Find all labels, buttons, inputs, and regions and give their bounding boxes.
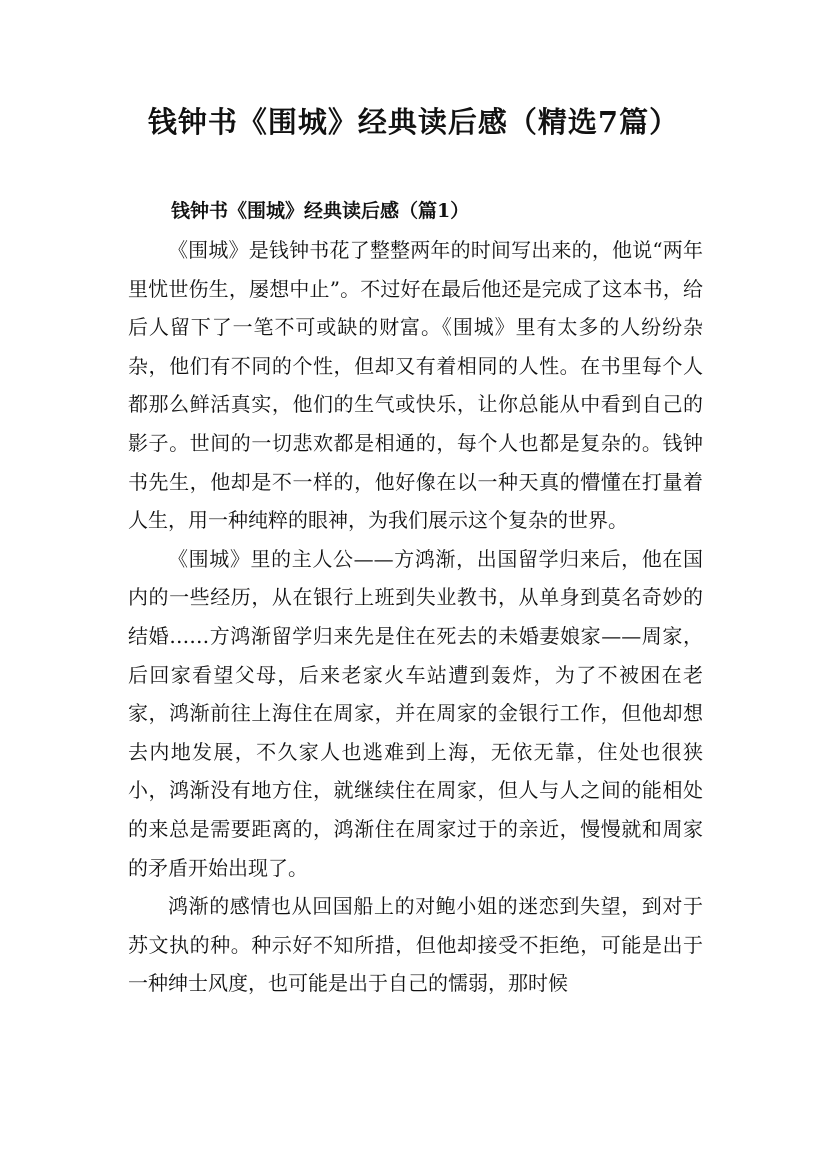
paragraph-1: 《围城》是钱钟书花了整整两年的时间写出来的，他说“两年里忧世伤生，屡想中止”。不过好在最后他还是完成了这本书，给后人留下了一笔不可或缺的财富。《围城》里有太多的人纷纷杂杂，他们有不同的个性，但却又有着相同的人性。在书里每个人都那么鲜活真实，他们的生气或快乐，让你总能从中看到自己的影子。世间的一切悲欢都是相通的，每个人也都是复杂的。钱钟书先生，他却是不一样的，他好像在以一种天真的懵懂在打量着人生，用一种纯粹的眼神，为我们展示这个复杂的世界。 [128, 238, 703, 533]
document-title: 钱钟书《围城》经典读后感（精选7篇） [147, 105, 680, 139]
section-heading: 钱钟书《围城》经典读后感（篇1） [171, 200, 470, 222]
body-text [128, 231, 703, 1003]
paragraph-3: 鸿渐的感情也从回国船上的对鲍小姐的迷恋到失望，到对于苏文执的种。种示好不知所措，但他却接受不拒绝，可能是出于一种绅士风度，也可能是出于自己的懦弱，那时候 [128, 894, 703, 996]
paragraph-2: 《围城》里的主人公——方鸿渐，出国留学归来后，他在国内的一些经历，从在银行上班到失业教书，从单身到莫名奇妙的结婚……方鸿渐留学归来先是住在死去的未婚妻娘家——周家，后回家看望父母，后来老家火车站遭到轰炸，为了不被困在老家，鸿渐前往上海住在周家，并在周家的金银行工作，但他却想去内地发展，不久家人也逃难到上海，无依无靠，住处也很狭小，鸿渐没有地方住，就继续住在周家，但人与人之间的能相处的来总是需要距离的，鸿渐住在周家过于的亲近，慢慢就和周家的矛盾开始出现了。 [128, 546, 703, 880]
